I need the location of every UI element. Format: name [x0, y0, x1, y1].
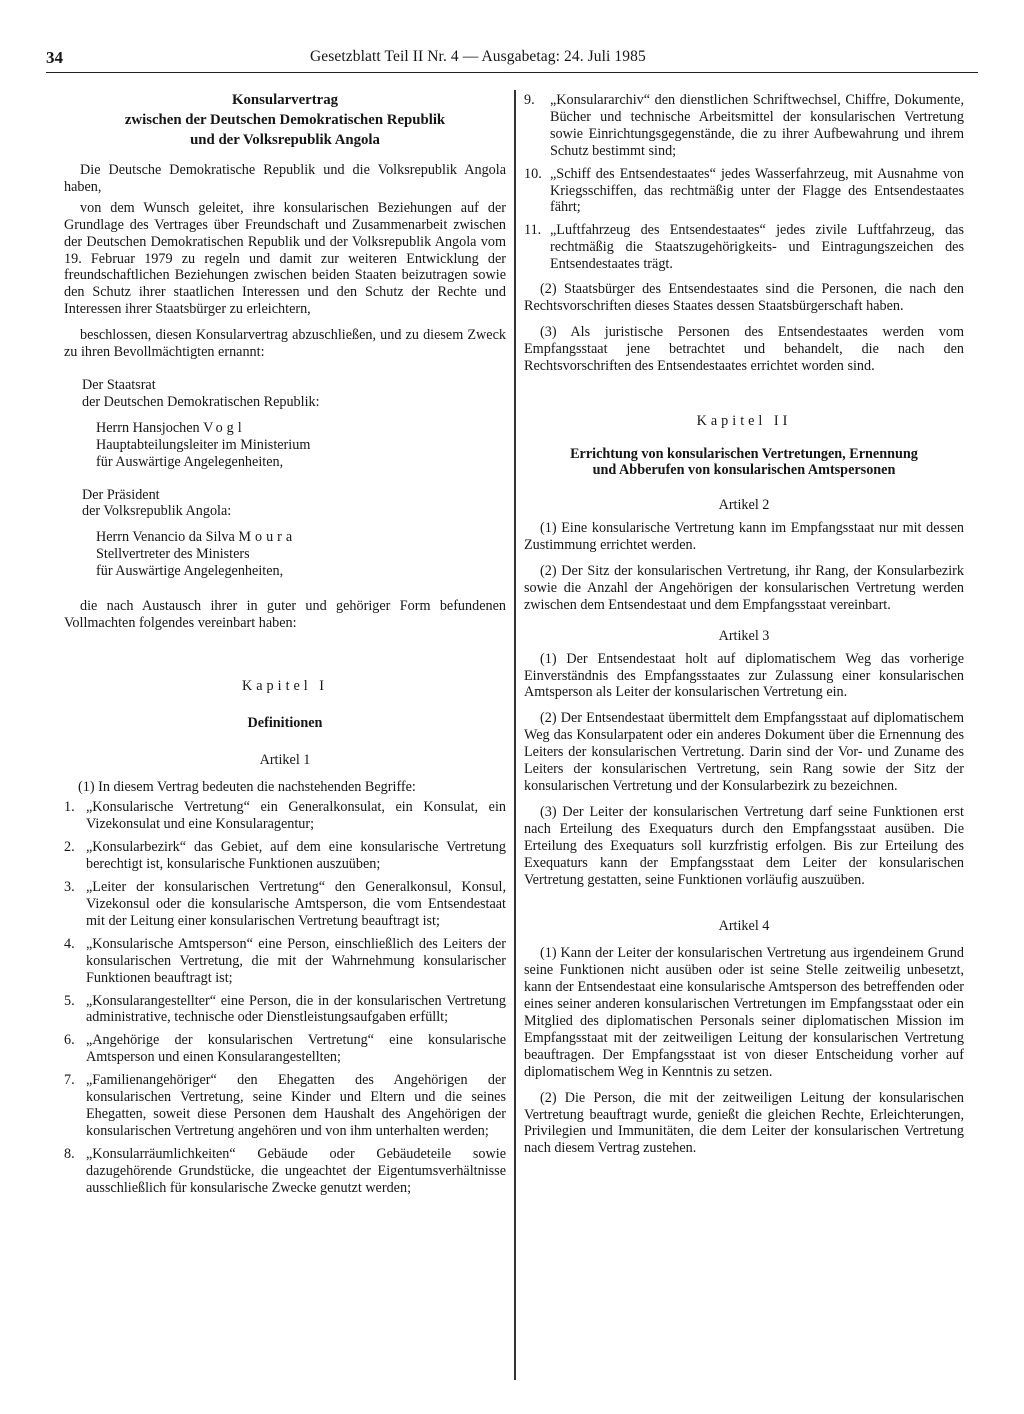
item-text: „Luftfahrzeug des Entsendestaates“ jedes zivile Luftfahrzeug, das rechtmäßig die Staatszugehörigkeits- und Eintragungszeichen des Entsendestaates trägt.: [550, 222, 964, 273]
article-paragraph: (3) Als juristische Personen des Entsendestaates werden vom Empfangsstaat jene betrachtet und behandelt, die nach den Rechtsvorschriften des Entsendestaates errichtet worden sind.: [524, 323, 964, 374]
item-number: 7.: [64, 1072, 75, 1089]
article-paragraph: (3) Der Leiter der konsularischen Vertretung darf seine Funktionen erst nach Erteilung des Exequaturs durch den Empfangsstaat ausüben. Die Erteilung des Exequaturs soll kurzfristig erfolgen. Bis zur Erteilung des Exequaturs kann der Empfangsstaat dem Leiter der konsularischen Vertretung gestatten, seine Funktionen vorläufig auszuüben.: [524, 803, 964, 888]
item-number: 8.: [64, 1145, 75, 1162]
article-paragraph: (1) In diesem Vertrag bedeuten die nachstehenden Begriffe:: [78, 778, 416, 795]
article-paragraph: (2) Die Person, die mit der zeitweiligen Leitung der konsularischen Vertretung beauftragt wurde, genießt die gleichen Rechte, Erleichterungen, Privilegien und Immunitäten, die dem Leiter der konsularischen Vertretung nach diesem Vertrag zustehen.: [524, 1089, 964, 1157]
party-line: der Deutschen Demokratischen Republik:: [82, 393, 320, 410]
item-text: „Konsularräumlichkeiten“ Gebäude oder Gebäudeteile sowie dazugehörende Grundstücke, die ungeachtet der Eigentumsverhältnisse ausschließlich für konsularische Zwecke genutzt werden;: [86, 1145, 506, 1196]
item-text: „Konsularische Amtsperson“ eine Person, einschließlich des Leiters der konsularischen Vertretung, die mit der Wahrnehmung konsularischer Funktionen beauftragt ist;: [86, 935, 506, 986]
plenipotentiary-angola: [96, 529, 506, 580]
right-column: [524, 90, 964, 1161]
list-item: [64, 993, 506, 1027]
article-title: Artikel 4: [718, 918, 770, 935]
item-text: „Konsularangestellter“ eine Person, die in der konsularischen Vertretung administrative, technische oder Dienstleistungsaufgaben erfüllt;: [86, 992, 506, 1026]
list-item: [524, 222, 964, 273]
representative-name: [96, 420, 506, 437]
representative-role: für Auswärtige Angelegenheiten,: [96, 453, 284, 470]
article-title: Artikel 3: [718, 627, 770, 644]
article-paragraph: (2) Der Entsendestaat übermittelt dem Empfangsstaat auf diplomatischem Weg das Konsularpatent oder ein anderes Dokument über die Ernennung des Leiters der konsularischen Vertretung. Darin sind der Vor- und Zuname des Leiters der konsularischen Vertretung, sein Rang sowie der Sitz der konsularischen Vertretung und der Konsularbezirk zu bezeichnen.: [524, 710, 964, 794]
representative-name: [96, 529, 506, 546]
chapter-title: Kapitel I: [241, 677, 329, 694]
title-line: Konsularvertrag: [231, 92, 339, 108]
page-number: 34: [46, 48, 63, 67]
article-paragraph: (2) Der Sitz der konsularischen Vertretung, ihr Rang, der Konsularbezirk sowie die Anzahl der Angehörigen der konsularischen Vertretung werden zwischen dem Entsendestaat und dem Empfangsstaat vereinbart.: [524, 563, 964, 613]
list-item: [64, 799, 506, 833]
item-number: 6.: [64, 1032, 75, 1049]
chapter-title: Kapitel II: [696, 412, 792, 429]
title-line: zwischen der Deutschen Demokratischen Republik: [124, 112, 446, 128]
contracting-party-gdr: [82, 377, 506, 471]
list-item: [64, 1072, 506, 1140]
name-prefix: Herrn Hansjochen: [96, 419, 204, 436]
preamble-paragraph: Die Deutsche Demokratische Republik und die Volksrepublik Angola haben,: [64, 162, 506, 195]
item-number: 10.: [524, 165, 542, 182]
item-number: 2.: [64, 839, 75, 856]
item-text: „Angehörige der konsularischen Vertretung“ eine konsularische Amtsperson und einen Konsularangestellten;: [86, 1032, 506, 1066]
plenipotentiary-gdr: [96, 420, 506, 471]
page-header: [46, 48, 978, 73]
document-title: [64, 90, 506, 150]
item-text: „Konsulararchiv“ den dienstlichen Schriftwechsel, Chiffre, Dokumente, Bücher und technische Arbeitsmittel der konsularischen Vertretung sowie Einrichtungsgegenstände, die zu ihrer Aufbewahrung und ihrem Schutz bestimmt sind;: [550, 92, 964, 159]
left-column: [64, 90, 506, 1203]
list-item: [524, 92, 964, 160]
item-text: „Konsularische Vertretung“ ein Generalkonsulat, ein Konsulat, ein Vizekonsulat und eine Konsularagentur;: [86, 799, 506, 833]
contracting-party-angola: [82, 487, 506, 581]
article-paragraph: (1) Kann der Leiter der konsularischen Vertretung aus irgendeinem Grund seine Funktionen nicht ausüben oder ist seine Stelle zeitweilig unbesetzt, kann der Entsendestaat eine konsularische Amtsperson des betreffenden oder eines seiner anderen konsularischen Vertretungen im Empfangsstaat oder ein Mitglied des diplomatischen Personals seiner diplomatischen Mission im Empfangsstaat mit der zeitweiligen Leitung der konsularischen Vertretung beauftragen. Der Empfangsstaat ist von dieser Entscheidung vorher auf diplomatischem Weg in Kenntnis zu setzen.: [524, 945, 964, 1080]
list-item: [64, 1146, 506, 1197]
item-number: 3.: [64, 879, 75, 896]
list-item: [524, 166, 964, 217]
list-item: [64, 879, 506, 930]
item-number: 4.: [64, 935, 75, 952]
item-number: 5.: [64, 992, 75, 1009]
list-item: [64, 936, 506, 987]
party-line: der Volksrepublik Angola:: [82, 503, 232, 520]
chapter-heading: Definitionen: [247, 714, 323, 731]
list-item: [64, 839, 506, 873]
party-line: Der Staatsrat: [82, 376, 156, 393]
article-paragraph: (2) Staatsbürger des Entsendestaates sind die Personen, die nach den Rechtsvorschriften dieses Staates dessen Staatsbürgerschaft haben.: [524, 281, 964, 314]
article-title: Artikel 2: [718, 497, 770, 514]
item-text: „Konsularbezirk“ das Gebiet, auf dem eine konsularische Vertretung berechtigt ist, konsularische Funktionen auszuüben;: [86, 839, 506, 873]
item-number: 9.: [524, 92, 535, 108]
list-item: [64, 1032, 506, 1066]
item-text: „Leiter der konsularischen Vertretung“ den Generalkonsul, Konsul, Vizekonsul oder die konsularische Amtsperson, die vom Entsendestaat mit der Leitung einer konsularischen Vertretung beauftragt ist;: [86, 879, 506, 929]
definition-list: [64, 799, 506, 1196]
item-text: „Schiff des Entsendestaates“ jedes Wasserfahrzeug, mit Ausnahme von Kriegsschiffen, das rechtmäßig unter der Flagge des Entsendestaates fährt;: [550, 165, 964, 216]
preamble-paragraph: beschlossen, diesen Konsularvertrag abzuschließen, und zu diesem Zweck zu ihren Bevollmächtigten ernannt:: [64, 327, 506, 361]
item-text: „Familienangehöriger“ den Ehegatten des Angehörigen der konsularischen Vertretung, seine Kinder und Eltern und die seines Ehegatten, soweit diese Personen dem Haushalt des Angehörigen der konsularischen Vertretung angehören und von ihm unterhalten werden;: [86, 1072, 506, 1139]
party-line: Der Präsident: [82, 486, 160, 503]
definition-list-continued: [524, 92, 964, 273]
representative-role: Hauptabteilungsleiter im Ministerium: [96, 436, 311, 453]
closing-paragraph: die nach Austausch ihrer in guter und gehöriger Form befundenen Vollmachten folgendes vereinbart haben:: [64, 598, 506, 631]
title-line: und der Volksrepublik Angola: [190, 132, 380, 148]
representative-role: für Auswärtige Angelegenheiten,: [96, 563, 284, 580]
column-divider: [514, 90, 516, 1380]
item-number: 11.: [524, 222, 542, 239]
representative-role: Stellvertreter des Ministers: [96, 546, 250, 563]
surname: Moura: [238, 529, 297, 546]
article-paragraph: (1) Eine konsularische Vertretung kann im Empfangsstaat nur mit dessen Zustimmung errichtet werden.: [524, 520, 964, 554]
running-title: Gesetzblatt Teil II Nr. 4 — Ausgabetag: 24. Juli 1985: [310, 48, 646, 65]
chapter-heading-line: und Abberufen von konsularischen Amtspersonen: [592, 462, 896, 479]
article-title: Artikel 1: [259, 751, 311, 768]
item-number: 1.: [64, 799, 75, 816]
chapter-heading-line: Errichtung von konsularischen Vertretungen, Ernennung: [570, 445, 918, 462]
surname: Vogl: [203, 419, 246, 436]
preamble-paragraph: von dem Wunsch geleitet, ihre konsularischen Beziehungen auf der Grundlage des Vertrages über Freundschaft und Zusammenarbeit zwischen der Deutschen Demokratischen Republik und der Volksrepublik Angola vom 19. Februar 1979 zu regeln und damit zur weiteren Entwicklung der freundschaftlichen Beziehungen zwischen beiden Staaten beizutragen sowie den Schutz ihrer staatlichen Interessen und den Schutz der Rechte und Interessen ihrer Staatsbürger zu erleichtern,: [64, 199, 506, 318]
chapter-heading: [524, 446, 964, 480]
name-prefix: Herrn Venancio da Silva: [96, 529, 239, 546]
article-paragraph: (1) Der Entsendestaat holt auf diplomatischem Weg das vorherige Einverständnis des Empfangsstaates zur Zulassung einer konsularischen Amtsperson als Leiter der konsularischen Vertretung ein.: [524, 650, 964, 701]
